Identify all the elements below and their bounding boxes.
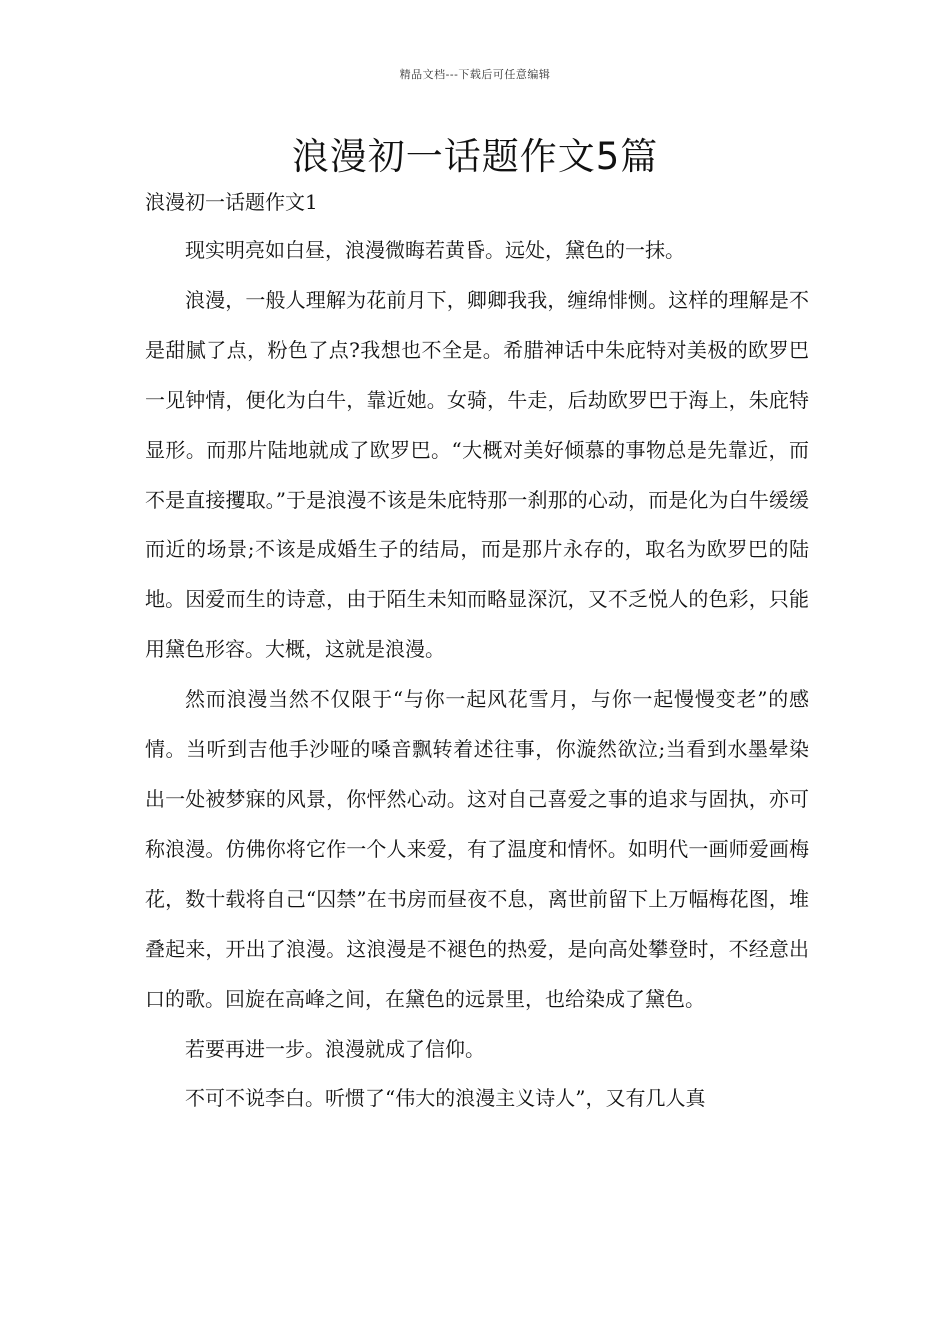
- paragraph: 然而浪漫当然不仅限于“与你一起风花雪月，与你一起慢慢变老”的感情。当听到吉他手沙哑的嗓音飘转着述往事，你漩然欲泣;当看到水墨晕染出一处被梦寐的风景，你怦然心动。这对自己喜爱之事的追求与固执，亦可称浪漫。仿佛你将它作一个人来爱，有了温度和情怀。如明代一画师爱画梅花，数十载将自己“囚禁”在书房而昼夜不息，离世前留下上万幅梅花图，堆叠起来，开出了浪漫。这浪漫是不褪色的热爱，是向高处攀登时，不经意出口的歌。回旋在高峰之间，在黛色的远景里，也给染成了黛色。: [145, 687, 809, 1011]
- paragraph: 现实明亮如白昼，浪漫微晦若黄昏。远处，黛色的一抹。: [185, 238, 685, 262]
- paragraph: 不可不说李白。听惯了“伟大的浪漫主义诗人”，又有几人真: [185, 1086, 706, 1111]
- paragraph: 若要再进一步。浪漫就成了信仰。: [185, 1036, 485, 1061]
- essay-body: [145, 226, 809, 1124]
- paragraph: 浪漫，一般人理解为花前月下，卿卿我我，缠绵悱恻。这样的理解是不是甜腻了点，粉色了点?我想也不全是。希腊神话中朱庇特对美极的欧罗巴一见钟情，便化为白牛，靠近她。女骑，牛走，后劫欧罗巴于海上，朱庇特显形。而那片陆地就成了欧罗巴。“大概对美好倾慕的事物总是先靠近，而不是直接攫取。”于是浪漫不该是朱庇特那一刹那的心动，而是化为白牛缓缓而近的场景;不该是成婚生子的结局，而是那片永存的，取名为欧罗巴的陆地。因爱而生的诗意，由于陌生未知而略显深沉，又不乏悦人的色彩，只能用黛色形容。大概，这就是浪漫。: [145, 287, 809, 662]
- document-title: 浪漫初一话题作文5篇: [291, 135, 659, 178]
- essay-subtitle: 浪漫初一话题作文1: [145, 190, 318, 214]
- page-header-note: 精品文档---下载后可任意编辑: [399, 68, 551, 81]
